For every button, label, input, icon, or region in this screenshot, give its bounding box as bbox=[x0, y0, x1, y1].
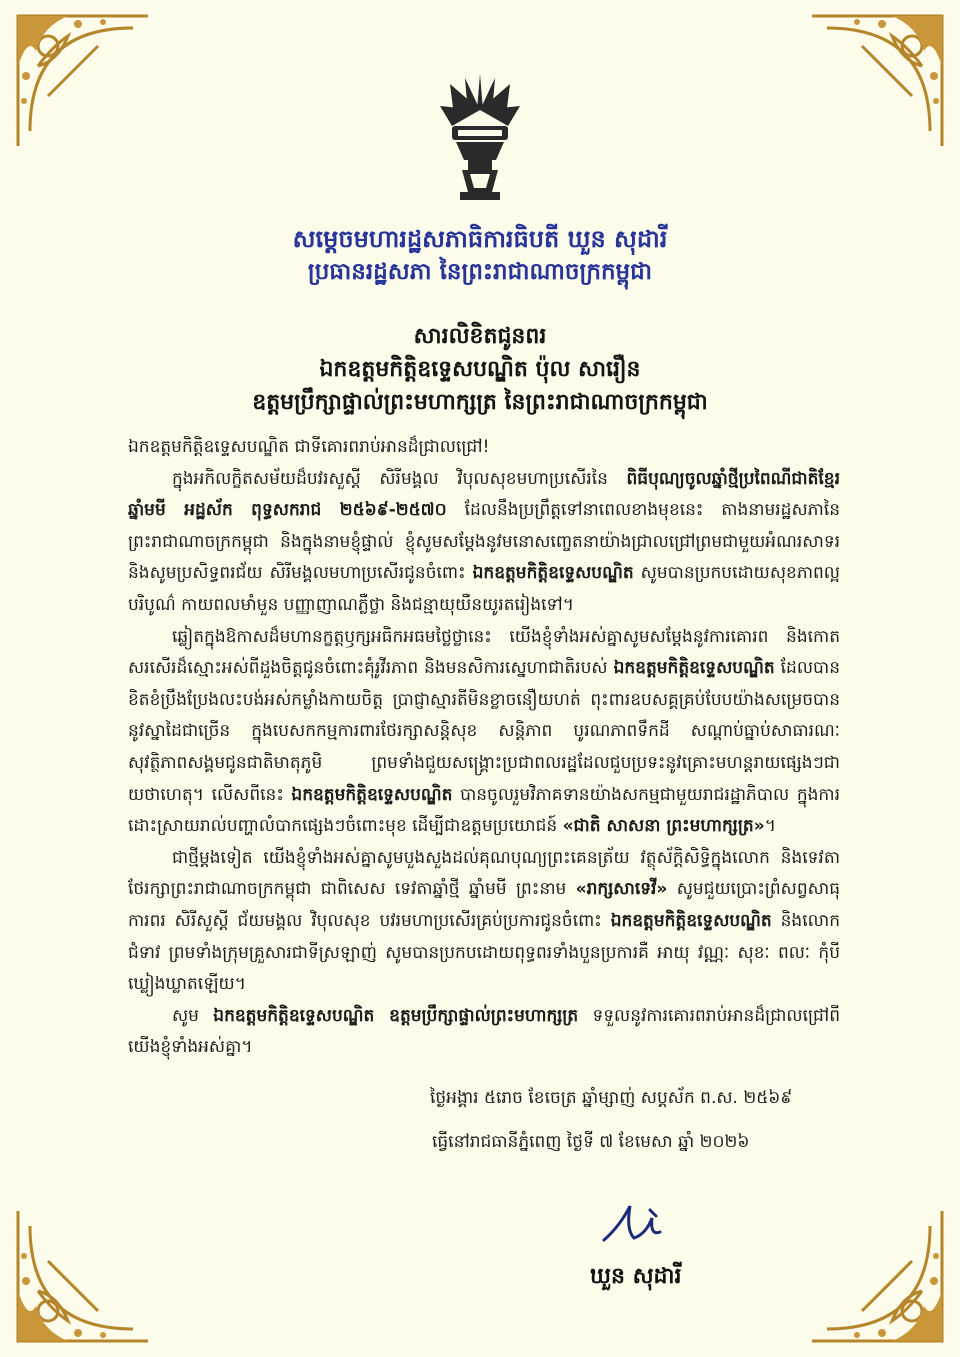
letter-title: សារលិខិតជូនពរ bbox=[413, 324, 547, 349]
sender-title: សម្តេចមហារដ្ឋសភាធិការធិបតី ឃួន សុដារី bbox=[292, 225, 668, 253]
ornament-corner-bottom-left bbox=[8, 1201, 158, 1351]
p3-bold: ឯកឧត្តមកិត្តិឧទ្ទេសបណ្ឌិត bbox=[610, 910, 772, 931]
ornament-corner-top-left bbox=[8, 6, 158, 156]
handwritten-signature bbox=[590, 1196, 680, 1256]
p3-text: ជាថ្មីម្តងទៀត យើងខ្ញុំទាំងអស់គ្នាសូមបួងសួងដល់គុណបុណ្យព្រះគេនត្រ័យ វត្ថុស័ក្តិសិទ្ធិក្នុងលោក និងទេវតាថែរក្សាព្រះរាជាណាចក្រកម្ពុជា ជាពិសេស ទេវតាឆ្នាំថ្មី ឆ្នាំមមី ព្រះនាម bbox=[128, 847, 840, 900]
p4-text: សូម bbox=[172, 1005, 214, 1026]
lunar-date: ថ្ងៃអង្គារ ៥រោច ខែចេត្រ ឆ្នាំម្សាញ់ សប្តស័ក ព.ស. ២៥៦៩ bbox=[430, 1088, 793, 1108]
p1-bold: ពិធីបុណ្យចូលឆ្នាំថ្មីប្រពៃណីជាតិខ្មែរ ឆ្នាំមមី អដ្ឋស័ក ពុទ្ធសករាជ ២៥៦៩-២៥៧០ bbox=[128, 468, 840, 521]
p3-bold: «រាក្សសាទេវី» bbox=[575, 879, 668, 900]
ornament-corner-top-right bbox=[802, 6, 952, 156]
p2-text: ដែលបានខិតខំប្រឹងប្រែងលះបង់អស់កម្លាំងកាយចិត្ត ប្រាជ្ញាស្មារតីមិនខ្លាចនឿយហត់ ពុះពារឧបសគ្គគ្រប់បែបយ៉ាងសម្រេចបាននូវស្នាដៃជាច្រើន ក្នុងបេសកកម្មការពារថែរក្សាសន្តិសុខ សន្តិភាព បូរណភាពទឹកដី សណ្តាប់ធ្នាប់សាធារណៈ សុវត្ថិភាពសង្គមជូនជាតិមាតុភូមិ ព្រមទាំងជួយសង្គ្រោះប្រជាពលរដ្ឋដែលជួបប្រទះនូវគ្រោះមហន្តរាយផ្សេងៗជាយថាហេតុ។ លើសពីនេះ bbox=[128, 658, 840, 805]
solar-date: ធ្វើនៅរាជធានីភ្នំពេញ ថ្ងៃទី ៧ ខែមេសា ឆ្នាំ ២០២៦ bbox=[432, 1132, 750, 1152]
paragraph-3 bbox=[128, 843, 840, 1001]
p1-text: ក្នុងអកិលក្ខិតសម័យដ៏បវរសួស្តី សិរីមង្គល វិបុលសុខមហាប្រសើរនៃ bbox=[172, 468, 627, 489]
p4-text: ទទួលនូវការគោរពរាប់អានដ៏ជ្រាលជ្រៅពីយើងខ្ញុំទាំងអស់គ្នា។ bbox=[128, 1005, 841, 1058]
p2-text: ឆ្លៀតក្នុងឱកាសដ៏មហានក្ខត្តឫក្សអធិកអធមថ្លៃថ្លានេះ យើងខ្ញុំទាំងអស់គ្នាសូមសម្តែងនូវការគោរព និងកោតសរសើរដ៏ស្មោះអស់ពីដួងចិត្តជូនចំពោះគុំរូវីរភាព និងមនសិការស្នេហាជាតិរបស់ bbox=[128, 626, 840, 679]
p2-text: បានចូលរួមវិភាគទានយ៉ាងសកម្មជាមួយរាជរដ្ឋាភិបាល ក្នុងការដោះស្រាយរាល់បញ្ហាលំបាកផ្សេងៗចំពោះមុខ ដើម្បីជាឧត្តមប្រយោជន៍ bbox=[128, 784, 840, 837]
national-assembly-emblem-icon bbox=[430, 70, 530, 210]
signatory-name: ឃួន សុដារី bbox=[590, 1264, 682, 1289]
p2-bold: ឯកឧត្តមកិត្តិឧទ្ទេសបណ្ឌិត bbox=[291, 784, 453, 805]
p2-bold: ឯកឧត្តមកិត្តិឧទ្ទេសបណ្ឌិត bbox=[613, 658, 775, 679]
recipient-name: ឯកឧត្តមកិត្តិឧទ្ទេសបណ្ឌិត ប៉ុល សារឿន bbox=[319, 357, 641, 382]
p2-bold: «ជាតិ សាសនា ព្រះមហាក្សត្រ» bbox=[562, 816, 765, 837]
salutation: ឯកឧត្តមកិត្តិឧទ្ទេសបណ្ឌិត ជាទីគោរពរាប់អានដ៏ជ្រាលជ្រៅ! bbox=[128, 437, 490, 457]
paragraph-1 bbox=[128, 464, 840, 622]
ornament-corner-bottom-right bbox=[802, 1201, 952, 1351]
p1-text: ដែលនឹងប្រព្រឹត្តទៅនាពេលខាងមុខនេះ តាងនាមរដ្ឋសភានៃព្រះរាជាណាចក្រកម្ពុជា និងក្នុងនាមខ្ញុំផ្ទាល់ ខ្ញុំសូមសម្តែងនូវមនោសញ្ចេតនាយ៉ាងជ្រាលជ្រៅព្រមជាមួយអំណរសាទរ និងសូមប្រសិទ្ធពរជ័យ សិរីមង្គលមហាប្រសើរជូនចំពោះ bbox=[128, 500, 841, 584]
letter-body bbox=[128, 432, 840, 1064]
paragraph-2 bbox=[128, 622, 840, 843]
recipient-position: ឧត្តមប្រឹក្សាផ្ទាល់ព្រះមហាក្សត្រ នៃព្រះរាជាណាចក្រកម្ពុជា bbox=[252, 390, 708, 415]
p3-text: និងលោកជំទាវ ព្រមទាំងក្រុមគ្រួសារជាទីស្រឡាញ់ សូមបានប្រកបដោយពុទ្ធពរទាំងបួនប្រការគឺ អាយុ វណ្ណៈ សុខៈ ពលៈ កុំបីឃ្លៀងឃ្លាតឡើយ។ bbox=[128, 910, 840, 995]
p1-bold: ឯកឧត្តមកិត្តិឧទ្ទេសបណ្ឌិត bbox=[472, 563, 634, 584]
p1-text: សូមបានប្រកបដោយសុខភាពល្អបរិបូណ៌ កាយពលមាំមួន បញ្ញាញាណភ្លឺថ្លា និងជន្មាយុយឺនយូរតរៀងទៅ។ bbox=[128, 563, 840, 615]
sender-position: ប្រធានរដ្ឋសភា នៃព្រះរាជាណាចក្រកម្ពុជា bbox=[307, 259, 653, 285]
p4-bold: ឯកឧត្តមកិត្តិឧទ្ទេសបណ្ឌិត ឧត្តមប្រឹក្សាផ្ទាល់ព្រះមហាក្សត្រ bbox=[213, 1005, 579, 1026]
paragraph-4 bbox=[128, 1001, 840, 1064]
p2-text: ។ bbox=[764, 816, 776, 837]
p3-text: សូមជួយប្រោះព្រំសព្វសាធុការពរ សិរីសួស្តី ជ័យមង្គល វិបុលសុខ បវរមហាប្រសើរគ្រប់ប្រការជូនចំពោះ bbox=[128, 879, 841, 931]
